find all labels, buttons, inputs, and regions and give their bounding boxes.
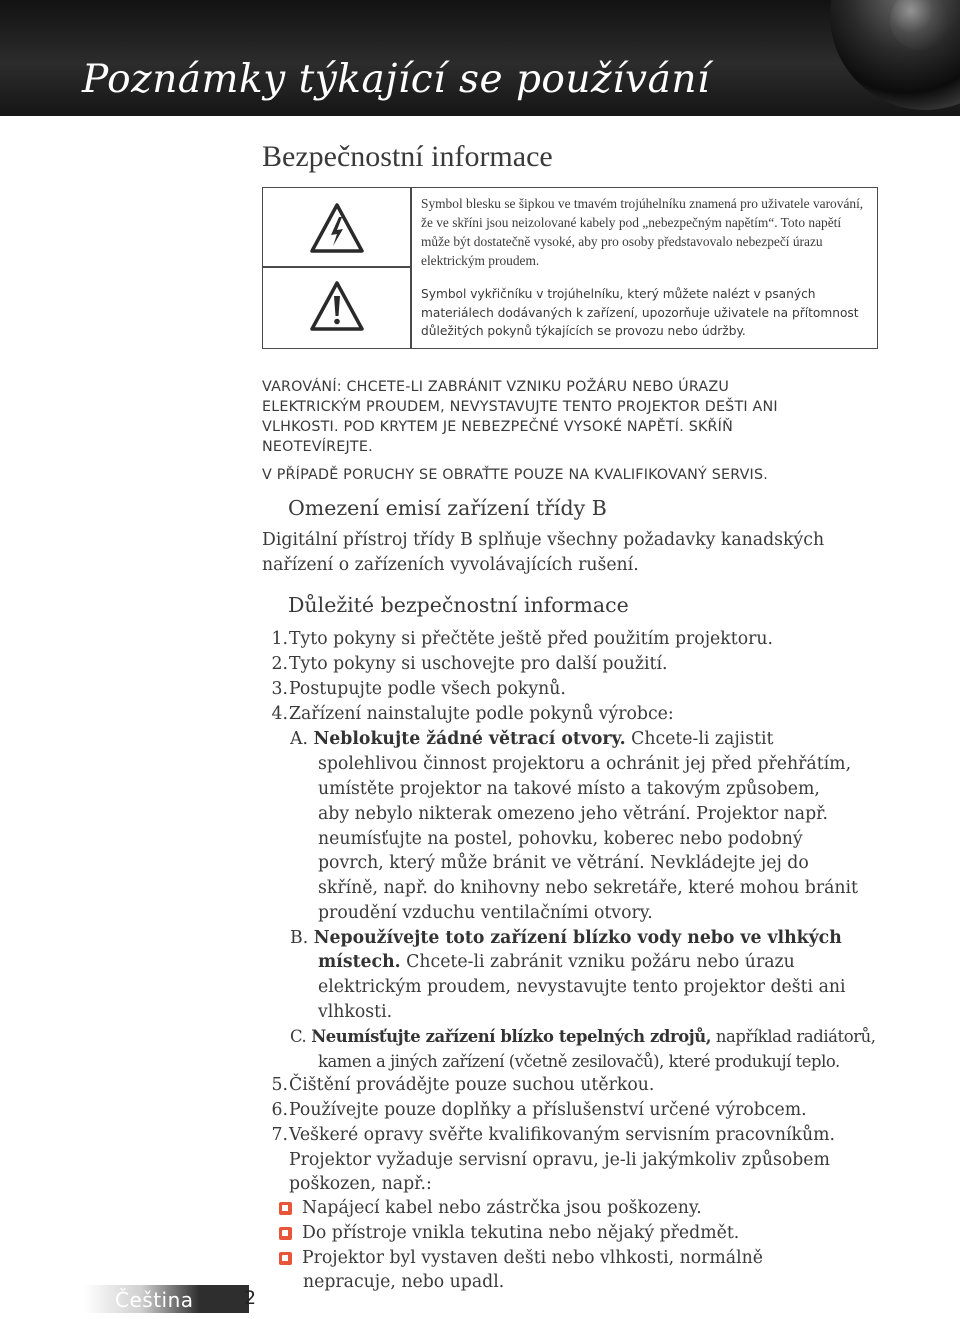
fire-warning-text: VAROVÁNÍ: CHCETE-LI ZABRÁNIT VZNIKU POŽÁRU NEBO ÚRAZU ELEKTRICKÝM PROUDEM, NEVYSTAVUJTE TENTO PROJEKTOR DEŠTI ANI VLHKOSTI. POD KRYTEM JE NEBEZPEČNÉ VYSOKÉ NAPĚTÍ. SKŘÍŇ NEOTEVÍREJTE.: [262, 379, 778, 455]
sub-item-a: A. Neblokujte žádné větrací otvory. Chcete-li zajistit: [290, 729, 774, 749]
footer-language: Čeština: [115, 1288, 194, 1312]
checkbox-bullet-icon: [279, 1227, 292, 1240]
sub-item-b-line: vlhkosti.: [318, 1002, 393, 1022]
sub-item-a-line: skříně, např. do knihovny nebo sekretáře, které mohou bránit: [318, 878, 858, 898]
section-title-class-b: Omezení emisí zařízení třídy B: [288, 496, 607, 520]
bullet-item: Projektor byl vystaven dešti nebo vlhkosti, normálně: [302, 1248, 763, 1268]
sub-item-a-line: neumísťujte na postel, pohovku, koberec nebo podobný: [318, 829, 803, 849]
item-7-continuation: poškozen, např.:: [289, 1174, 432, 1194]
sub-item-b-line: místech. Chcete-li zabránit vzniku požáru nebo úrazu: [318, 952, 795, 972]
section-title-safety: Bezpečnostní informace: [262, 140, 553, 173]
sub-item-a-line: umístěte projektor na takové místo a takovým způsobem,: [318, 779, 820, 799]
sub-item-c: C. Neumísťujte zařízení blízko tepelných zdrojů, například radiátorů,: [290, 1027, 876, 1046]
checkbox-bullet-icon: [279, 1252, 292, 1265]
list-item: 2. Tyto pokyny si uschovejte pro další použití.: [271, 654, 668, 674]
lightning-warning-icon: [309, 202, 365, 254]
list-item: 1. Tyto pokyny si přečtěte ještě před použitím projektoru.: [271, 629, 773, 649]
sub-item-b-line: elektrickým proudem, nevystavujte tento projektor dešti ani: [318, 977, 846, 997]
class-b-paragraph: Digitální přístroj třídy B splňuje všechny požadavky kanadských nařízení o zařízeních vyvolávajících rušení.: [262, 530, 825, 575]
page-title: Poznámky týkající se používání: [82, 57, 710, 102]
bullet-item: Do přístroje vnikla tekutina nebo nějaký předmět.: [302, 1223, 740, 1243]
sub-item-b: B. Nepoužívejte toto zařízení blízko vody nebo ve vlhkých: [290, 928, 842, 948]
exclamation-warning-icon: [309, 280, 365, 332]
list-item: 4. Zařízení nainstalujte podle pokynů výrobce:: [271, 704, 674, 724]
page-number: 2: [244, 1287, 257, 1309]
exclamation-symbol-text: Symbol vykřičníku v trojúhelníku, který můžete nalézt v psaných materiálech dodávaných k zařízení, upozorňuje uživatele na přítomnost důležitých pokynů týkajících se provozu nebo údržby.: [421, 287, 859, 338]
sub-item-a-line: aby nebylo nikterak omezeno jeho větrání. Projektor např.: [318, 804, 828, 824]
list-item: 6. Používejte pouze doplňky a příslušenství určené výrobcem.: [271, 1100, 807, 1120]
box-divider-vertical: [410, 188, 412, 348]
sub-item-a-line: proudění vzduchu ventilačními otvory.: [318, 903, 653, 923]
box-divider-horizontal: [263, 266, 410, 268]
bullet-item-continuation: nepracuje, nebo upadl.: [303, 1272, 505, 1292]
sub-item-c-line: kamen a jiných zařízení (včetně zesilovačů), které produkují teplo.: [318, 1052, 840, 1071]
warning-symbols-box: [262, 187, 878, 349]
checkbox-bullet-icon: [279, 1202, 292, 1215]
bullet-item: Napájecí kabel nebo zástrčka jsou poškozeny.: [302, 1198, 702, 1218]
sub-item-a-line: povrch, který může bránit ve větrání. Nevkládejte jej do: [318, 853, 809, 873]
list-item: 7. Veškeré opravy svěřte kvalifikovaným servisním pracovníkům.: [271, 1125, 835, 1145]
list-item: 3. Postupujte podle všech pokynů.: [271, 679, 566, 699]
sub-item-a-line: spolehlivou činnost projektoru a ochránit jej před přehřátím,: [318, 754, 852, 774]
page-header: [0, 0, 960, 116]
list-item: 5. Čištění provádějte pouze suchou utěrkou.: [271, 1075, 655, 1095]
lightning-symbol-text: Symbol blesku se šipkou ve tmavém trojúhelníku znamená pro uživatele varování, že ve skříni jsou neizolované kabely pod „nebezpečným napětím“. Toto napětí může být dostatečně vysoké, aby pro osoby představovalo nebezpečí úrazu elektrickým proudem.: [421, 196, 864, 268]
section-title-important: Důležité bezpečnostní informace: [288, 593, 629, 617]
item-7-continuation: Projektor vyžaduje servisní opravu, je-li jakýmkoliv způsobem: [289, 1150, 830, 1170]
service-warning-text: V PŘÍPADĚ PORUCHY SE OBRAŤTE POUZE NA KVALIFIKOVANÝ SERVIS.: [262, 467, 768, 483]
